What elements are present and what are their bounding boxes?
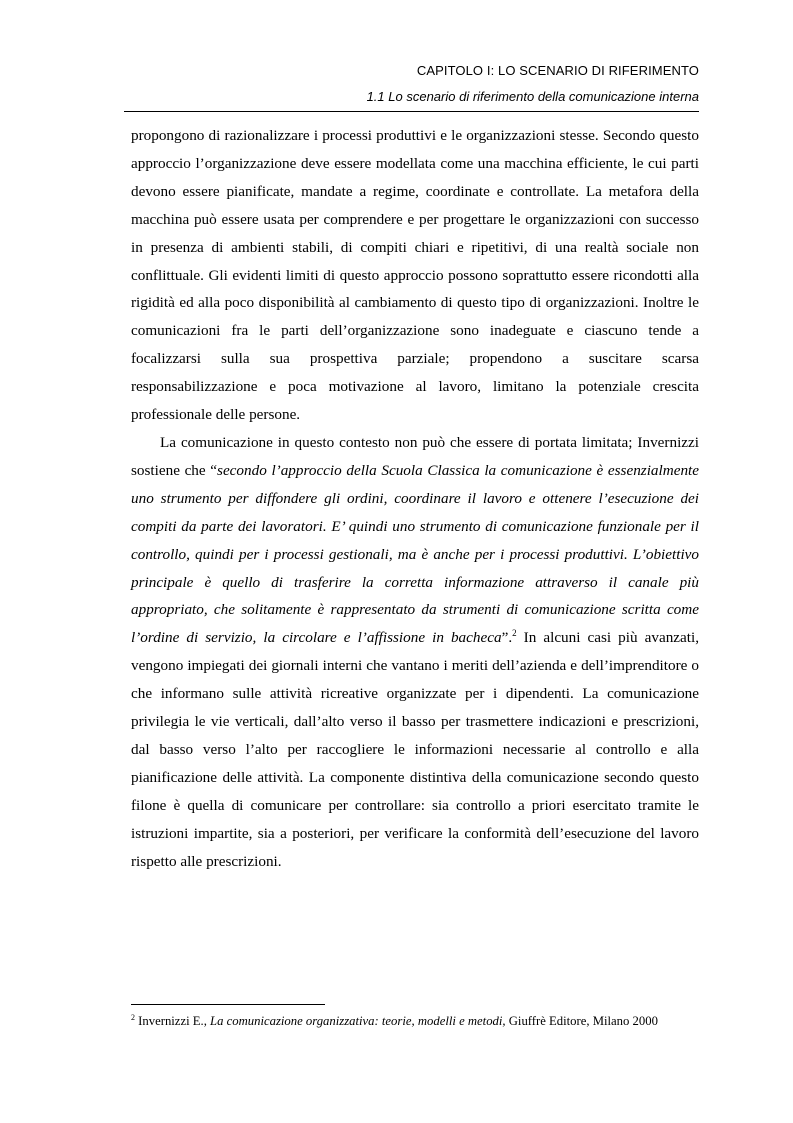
footnote-divider [131, 1004, 325, 1005]
quotation-close: ”. [501, 629, 513, 647]
footnote-author: Invernizzi E., [135, 1014, 211, 1028]
footnote-reference[interactable]: 2 [512, 628, 517, 639]
paragraph-2-rest: In alcuni casi più avanzati, vengono impiegati dei giornali interni che vantano i meriti dell’azienda e dell’imprenditore o che informano sulle attività ricreative organizzate per i dipendenti. La comunicazione privilegia le vie verticali, dall’alto verso il basso per trasmettere indicazioni e prescrizioni, dal basso verso l’alto per raccogliere le informazioni necessarie al controllo e alla pianificazione delle attività. La componente distintiva della comunicazione secondo questo filone è quella di comunicare per controllare: sia controllo a priori esercitato tramite le istruzioni impartite, sia a posteriori, per verificare la conformità dell’esecuzione del lavoro rispetto alle prescrizioni. [131, 629, 700, 870]
footnote-title: La comunicazione organizzativa: teorie, modelli e metodi, [210, 1014, 506, 1028]
footnote-number: 2 [131, 1012, 135, 1022]
section-heading: 1.1 Lo scenario di riferimento della comunicazione interna [366, 89, 699, 104]
body-text [131, 122, 699, 875]
footnote-publisher: Giuffrè Editore, Milano 2000 [505, 1014, 658, 1028]
paragraph-1: propongono di razionalizzare i processi produttivi e le organizzazioni stesse. Secondo questo approccio l’organizzazione deve essere modellata come una macchina efficiente, le cui parti devono essere pianificate, mandate a regime, coordinate e controllate. La metafora della macchina può essere usata per comprendere e per progettare le organizzazioni con successo in presenza di ambienti stabili, di compiti chiari e ripetitivi, di una realtà sociale non conflittuale. Gli evidenti limiti di questo approccio possono soprattutto essere ricondotti alla rigidità ed alla poco disponibilità al cambiamento di questo tipo di organizzazioni. Inoltre le comunicazioni fra le parti dell’organizzazione sono inadeguate e ciascuno tende a focalizzarsi sulla sua prospettiva parziale; propendono a suscitare scarsa responsabilizzazione e poca motivazione al lavoro, limitano la potenziale crescita professionale delle persone. [131, 127, 699, 424]
footnote [131, 1013, 711, 1029]
quotation: secondo l’approccio della Scuola Classica la comunicazione è essenzialmente uno strumento per diffondere gli ordini, coordinare il lavoro e ottenere l’esecuzione dei compiti da parte dei lavoratori. E’ quindi uno strumento di comunicazione funzionale per il controllo, quindi per i processi gestionali, ma è anche per i processi produttivi. L’obiettivo principale è quello di trasferire la corretta informazione attraverso il canale più appropriato, che solitamente è rappresentato da strumenti di comunicazione scritta come l’ordine di servizio, la circolare e l’affissione in bacheca [131, 461, 699, 647]
chapter-heading: CAPITOLO I: LO SCENARIO DI RIFERIMENTO [416, 63, 699, 78]
paragraph-2 [131, 429, 699, 876]
header-divider [124, 111, 699, 112]
paragraph-2-intro: La comunicazione in questo contesto non può che essere di portata limitata; Invernizzi sostiene che “ [131, 433, 699, 479]
